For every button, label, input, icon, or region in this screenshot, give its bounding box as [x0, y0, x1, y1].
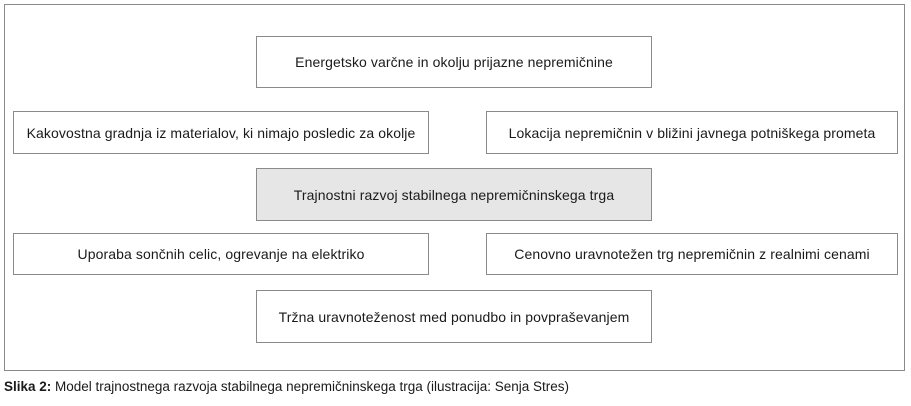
box-energy-efficient — [256, 36, 652, 88]
box-market-balance — [256, 290, 652, 343]
box-sustainable-development-label: Trajnostni razvoj stabilnega nepremičninskega trga — [293, 186, 615, 203]
figure-caption — [4, 379, 569, 394]
box-market-balance-label: Tržna uravnoteženost med ponudbo in povpraševanjem — [278, 308, 630, 325]
caption-label: Slika 2: — [4, 379, 52, 394]
box-quality-construction-label: Kakovostna gradnja iz materialov, ki nimajo posledic za okolje — [26, 124, 416, 141]
box-balanced-prices-label: Cenovno uravnotežen trg nepremičnin z realnimi cenami — [514, 246, 870, 262]
box-quality-construction — [13, 111, 429, 154]
box-balanced-prices — [486, 233, 898, 275]
box-solar-cells-label: Uporaba sončnih celic, ogrevanje na elektriko — [77, 246, 365, 262]
caption-text: Model trajnostnega razvoja stabilnega nepremičninskega trga (ilustracija: Senja Stres) — [51, 379, 570, 394]
box-sustainable-development — [256, 168, 652, 221]
box-location-transport-label: Lokacija nepremičnin v bližini javnega potniškega prometa — [508, 124, 876, 141]
box-solar-cells — [13, 233, 429, 275]
box-location-transport — [486, 111, 898, 154]
box-energy-efficient-label: Energetsko varčne in okolju prijazne nepremičnine — [295, 54, 613, 70]
